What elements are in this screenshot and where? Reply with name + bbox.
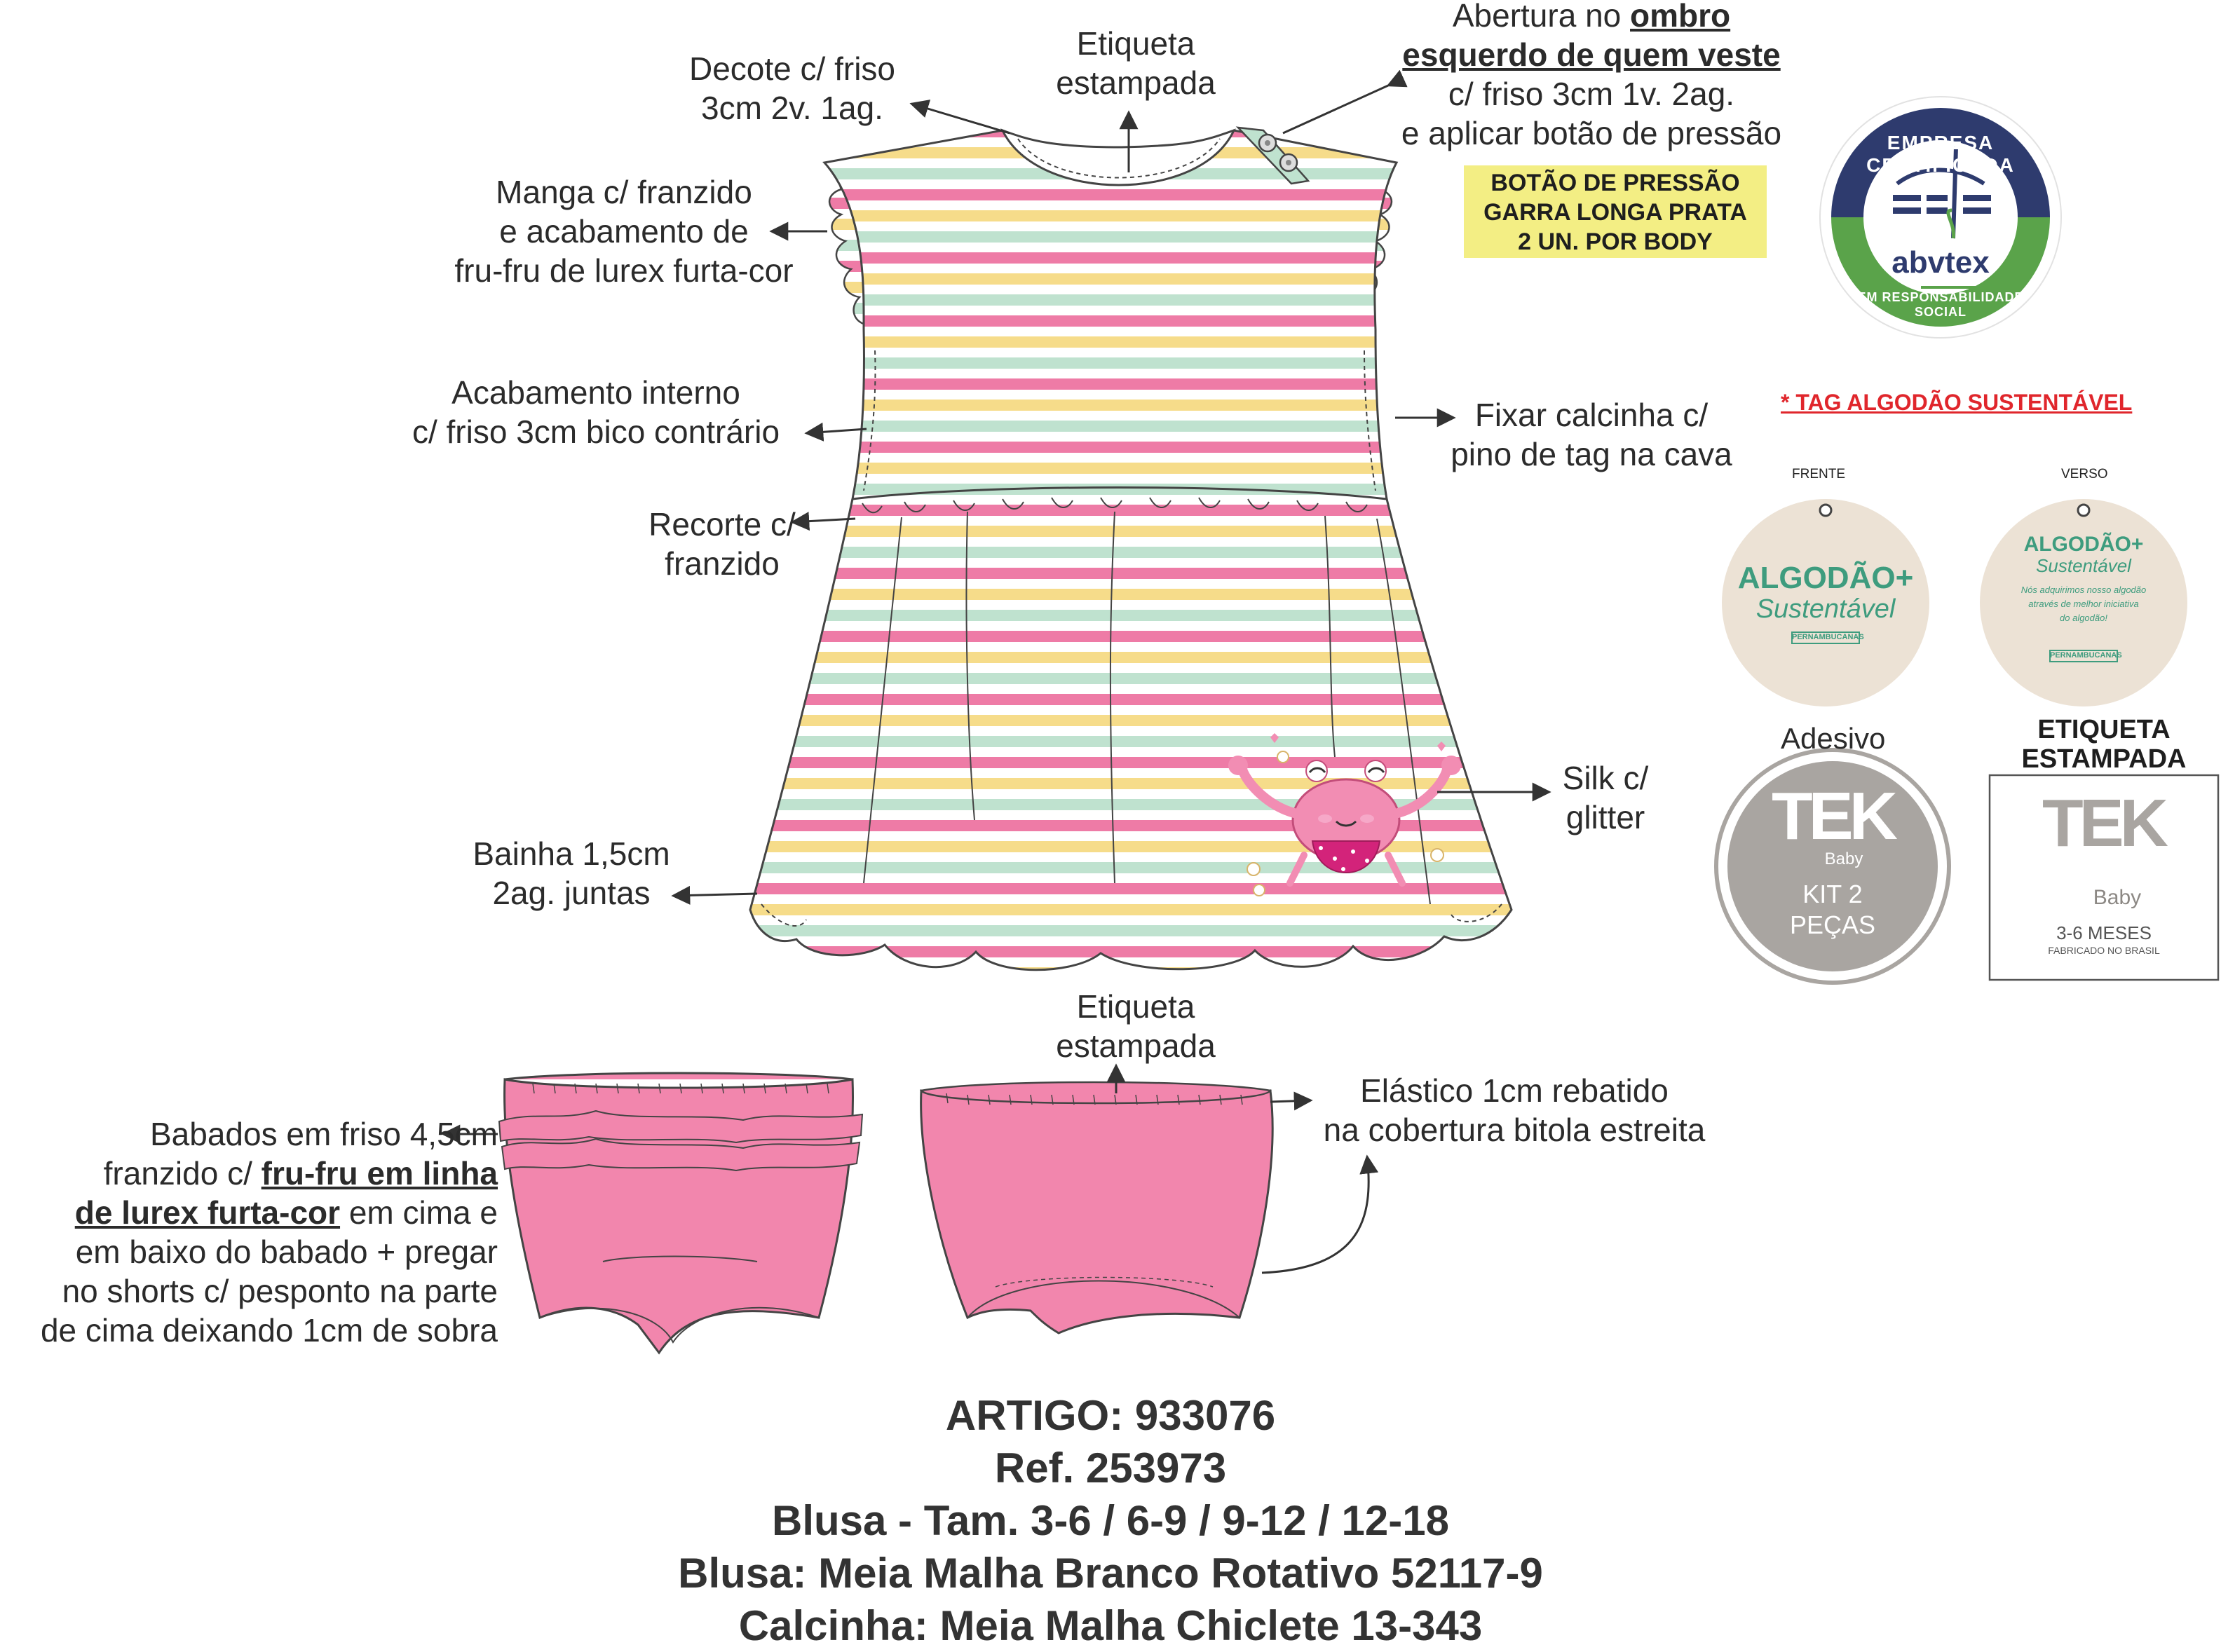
label-recorte [617, 505, 827, 583]
elastico-line2: na cobertura bitola estreita [1323, 1112, 1706, 1148]
silk-line2: glitter [1565, 799, 1645, 835]
tag-front-title2: Sustentável [1755, 594, 1896, 624]
label-elastico [1304, 1071, 1725, 1149]
babados-line1: Babados em friso 4,5cm [149, 1116, 498, 1152]
adesivo-text-line2: PEÇAS [1789, 910, 1876, 939]
abertura-line3: c/ friso 3cm 1v. 2ag. [1448, 76, 1735, 112]
label-decote [652, 49, 932, 128]
etiqueta-estampada-title2: ESTAMPADA [2021, 744, 2187, 774]
recorte-line2: franzido [665, 545, 780, 582]
etiqueta-sub: Baby [2093, 886, 2142, 909]
botao-box-line3: 2 UN. POR BODY [1518, 228, 1713, 255]
bainha-line2: 2ag. juntas [492, 875, 651, 911]
etiqueta-bottom-line2: estampada [1056, 1028, 1216, 1064]
babados-line2-text: franzido c/ [103, 1155, 262, 1192]
tag-back-body [2008, 583, 2159, 625]
adesivo-text-line1: KIT 2 [1802, 880, 1863, 908]
label-silk [1549, 758, 1662, 837]
abertura-line2: esquerdo de quem veste [1402, 36, 1781, 73]
label-etiqueta-top [1031, 24, 1241, 102]
panty-plain [921, 1082, 1273, 1333]
adesivo-sub: Baby [1824, 849, 1863, 868]
seal-top-text: EMPRESA CERTIFICADA [1866, 132, 2015, 176]
babados-line4: em baixo do babado + pregar [75, 1234, 498, 1270]
tag-back-title1: ALGODÃO+ [2023, 533, 2144, 556]
tag-back-title2: Sustentável [2036, 555, 2131, 576]
footer-ref: Ref. 253973 [994, 1445, 1227, 1491]
skirt [750, 488, 1512, 970]
babados-line3-bold: de lurex furta-cor [74, 1194, 341, 1231]
footer-calcinha-fabric: Calcinha: Meia Malha Chiclete 13-343 [738, 1602, 1483, 1649]
footer-artigo: ARTIGO: 933076 [945, 1392, 1276, 1439]
footer-blusa-fabric: Blusa: Meia Malha Branco Rotativo 52117-9 [678, 1550, 1543, 1597]
manga-line1: Manga c/ franzido [496, 174, 752, 210]
etiqueta-origin: FABRICADO NO BRASIL [2048, 945, 2160, 956]
tag-note: * TAG ALGODÃO SUSTENTÁVEL [1781, 390, 2133, 415]
abertura-line4: e aplicar botão de pressão [1401, 115, 1782, 151]
recorte-line1: Recorte c/ [648, 506, 796, 542]
label-fixar [1423, 395, 1760, 474]
acabamento-line1: Acabamento interno [451, 374, 740, 411]
decote-line1: Decote c/ friso [689, 50, 895, 87]
babados-line2-bold: fru-fru em linha [261, 1155, 498, 1192]
botao-box-line1: BOTÃO DE PRESSÃO [1490, 170, 1740, 196]
adesivo-text [1748, 879, 1917, 941]
tag-back-label: VERSO [2061, 467, 2108, 482]
etiqueta-estampada-title1: ETIQUETA [2037, 715, 2171, 744]
adesivo-title: Adesivo [1781, 722, 1886, 755]
elastico-line1: Elástico 1cm rebatido [1360, 1072, 1669, 1109]
etiqueta-estampada-title [1990, 715, 2218, 774]
label-abertura [1332, 0, 1851, 153]
panty-ruffled [499, 1073, 862, 1353]
fixar-line2: pino de tag na cava [1451, 436, 1732, 472]
label-bainha [463, 834, 680, 913]
tag-front-label: FRENTE [1792, 467, 1845, 482]
etiqueta-size: 3-6 MESES [2056, 922, 2152, 943]
tag-front-title1: ALGODÃO+ [1737, 561, 1914, 595]
etiqueta-logo: TEK [2042, 786, 2164, 861]
footer-block [0, 1389, 2221, 1652]
abertura-line1-text: Abertura no [1452, 0, 1631, 34]
etiqueta-top-line2: estampada [1056, 64, 1216, 101]
babados-line6: de cima deixando 1cm de sobra [40, 1312, 498, 1349]
babados-line3-text: em cima e [340, 1194, 498, 1231]
botao-pressao-box [1464, 165, 1767, 258]
tag-back-brand: PERNAMBUCANAS [2050, 651, 2122, 660]
babados-line2 [0, 1154, 498, 1193]
babados-line5: no shorts c/ pesponto na parte [62, 1273, 498, 1309]
label-babados [0, 1114, 498, 1350]
label-manga [421, 172, 827, 290]
abertura-line1-bold: ombro [1630, 0, 1731, 34]
babados-line3 [0, 1193, 498, 1232]
abertura-line1 [1332, 0, 1851, 35]
tag-back-body-line2: através de melhor iniciativa [2028, 599, 2139, 609]
etiqueta-bottom-line1: Etiqueta [1076, 988, 1195, 1025]
bainha-line1: Bainha 1,5cm [473, 835, 670, 872]
etiqueta-top-line1: Etiqueta [1076, 25, 1195, 62]
label-acabamento [393, 373, 799, 451]
seal-brand: abvtex [1891, 245, 1990, 280]
fixar-line1: Fixar calcinha c/ [1474, 397, 1709, 433]
tag-back-body-line3: do algodão! [2060, 613, 2107, 623]
seal-bottom-text: EM RESPONSABILIDADE SOCIAL [1857, 290, 2024, 319]
manga-line2: e acabamento de [499, 213, 749, 250]
botao-box-line2: GARRA LONGA PRATA [1483, 199, 1747, 226]
silk-line1: Silk c/ [1562, 760, 1649, 796]
footer-sizes: Blusa - Tam. 3-6 / 6-9 / 9-12 / 12-18 [772, 1497, 1449, 1544]
adesivo-logo: TEK [1772, 779, 1894, 854]
tag-back-body-line1: Nós adquirimos nosso algodão [2020, 585, 2147, 595]
decote-line2: 3cm 2v. 1ag. [701, 90, 883, 126]
acabamento-line2: c/ friso 3cm bico contrário [412, 414, 780, 450]
label-etiqueta-bottom [1031, 987, 1241, 1065]
tag-front-brand: PERNAMBUCANAS [1792, 633, 1864, 641]
manga-line3: fru-fru de lurex furta-cor [454, 252, 794, 289]
